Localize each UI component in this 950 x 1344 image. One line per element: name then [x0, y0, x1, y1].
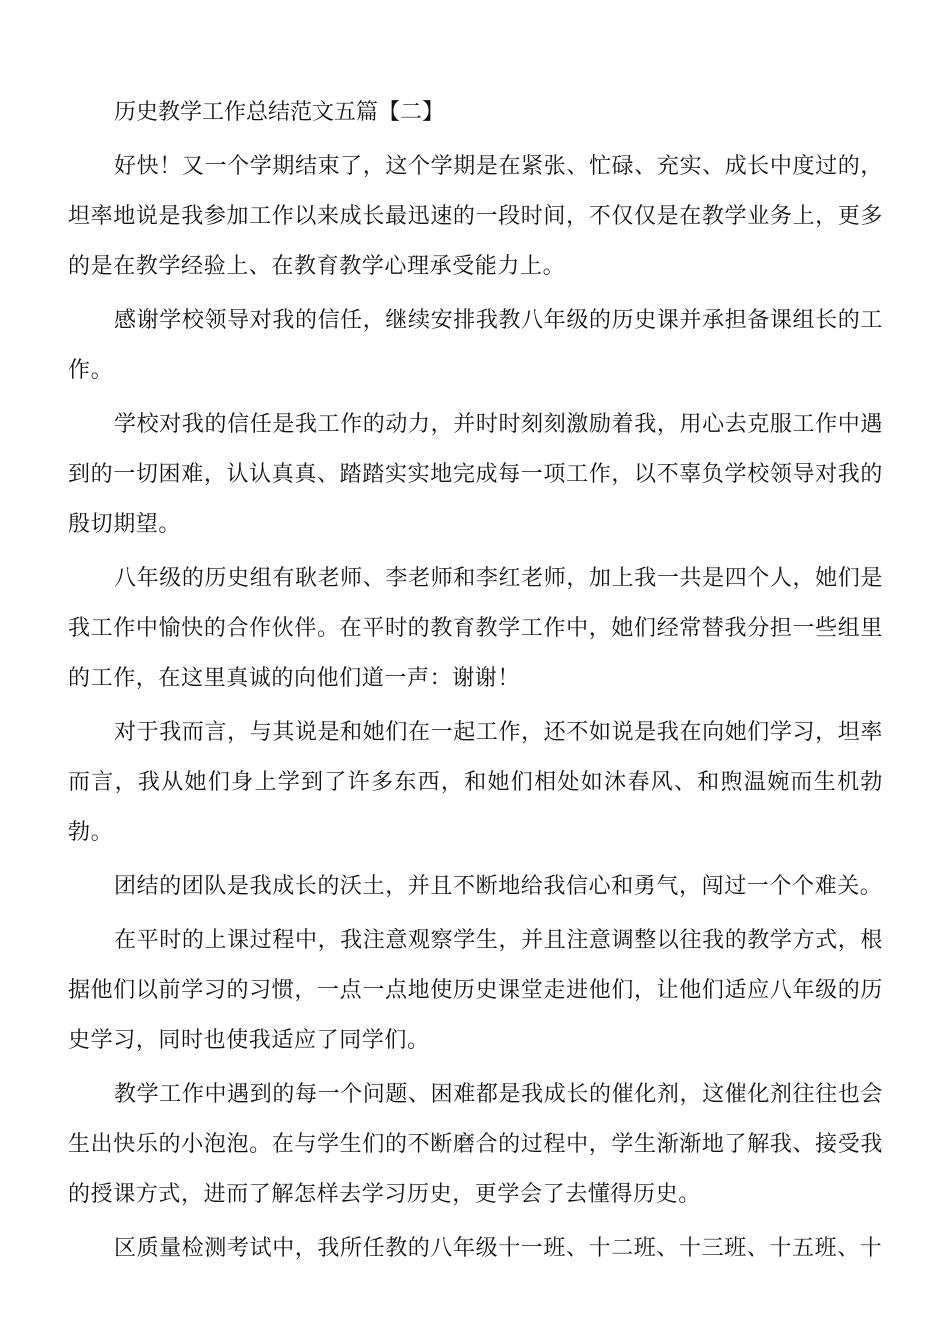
- paragraph-6: 团结的团队是我成长的沃土，并且不断地给我信心和勇气，闯过一个个难关。: [114, 874, 883, 899]
- paragraph-9: 区质量检测考试中，我所任教的八年级十一班、十二班、十三班、十五班、十: [114, 1236, 883, 1261]
- paragraph-1: 好快！又一个学期结束了，这个学期是在紧张、忙碌、充实、成长中度过的，坦率地说是我参加工作以来成长最迅速的一段时间，不仅仅是在教学业务上，更多的是在教学经验上、在教育教学心理承受能力上。: [68, 154, 883, 279]
- document-body: [68, 88, 883, 1274]
- paragraph-4: 八年级的历史组有耿老师、李老师和李红老师，加上我一共是四个人，她们是我工作中愉快的合作伙伴。在平时的教育教学工作中，她们经常替我分担一些组里的工作，在这里真诚的向他们道一声：谢谢！: [68, 566, 883, 691]
- paragraph-5: 对于我而言，与其说是和她们在一起工作，还不如说是我在向她们学习，坦率而言，我从她们身上学到了许多东西，和她们相处如沐春风、和煦温婉而生机勃勃。: [68, 720, 883, 845]
- paragraph-8: 教学工作中遇到的每一个问题、困难都是我成长的催化剂，这催化剂往往也会生出快乐的小泡泡。在与学生们的不断磨合的过程中，学生渐渐地了解我、接受我的授课方式，进而了解怎样去学习历史，更学会了去懂得历史。: [68, 1082, 883, 1207]
- paragraph-2: 感谢学校领导对我的信任，继续安排我教八年级的历史课并承担备课组长的工作。: [68, 308, 883, 383]
- paragraph-3: 学校对我的信任是我工作的动力，并时时刻刻激励着我，用心去克服工作中遇到的一切困难，认认真真、踏踏实实地完成每一项工作，以不辜负学校领导对我的殷切期望。: [68, 412, 883, 537]
- document-title: 历史教学工作总结范文五篇【二】: [114, 100, 445, 125]
- paragraph-7: 在平时的上课过程中，我注意观察学生，并且注意调整以往我的教学方式，根据他们以前学习的习惯，一点一点地使历史课堂走进他们，让他们适应八年级的历史学习，同时也使我适应了同学们。: [68, 928, 883, 1053]
